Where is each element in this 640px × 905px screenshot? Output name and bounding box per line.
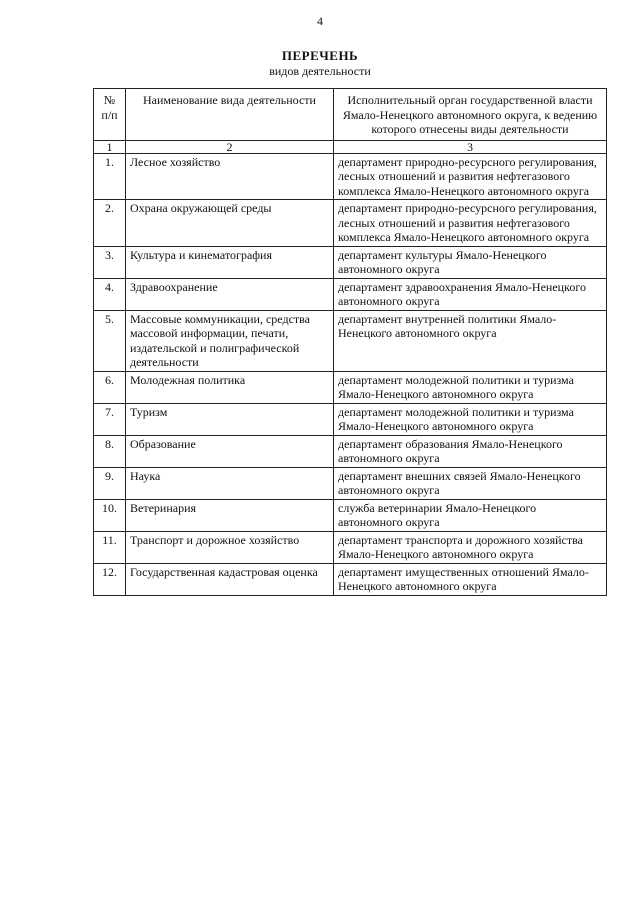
row-number: 11. — [94, 531, 126, 563]
authority-name: департамент внешних связей Ямало-Ненецкого автономного округа — [334, 467, 607, 499]
column-number-row — [94, 140, 607, 153]
column-number: 2 — [126, 140, 334, 153]
row-number: 5. — [94, 310, 126, 371]
authority-name: департамент транспорта и дорожного хозяйства Ямало-Ненецкого автономного округа — [334, 531, 607, 563]
table-row — [94, 246, 607, 278]
activity-name: Массовые коммуникации, средства массовой информации, печати, издательской и полиграфической деятельности — [126, 310, 334, 371]
activity-name: Государственная кадастровая оценка — [126, 563, 334, 595]
table-row — [94, 278, 607, 310]
page-number: 4 — [317, 14, 323, 28]
authority-name: департамент культуры Ямало-Ненецкого автономного округа — [334, 246, 607, 278]
table-row — [94, 200, 607, 247]
table-row — [94, 403, 607, 435]
row-number: 4. — [94, 278, 126, 310]
table-row — [94, 371, 607, 403]
activity-name: Здравоохранение — [126, 278, 334, 310]
authority-name: департамент имущественных отношений Ямало-Ненецкого автономного округа — [334, 563, 607, 595]
authority-name: департамент внутренней политики Ямало-Ненецкого автономного округа — [334, 310, 607, 371]
activity-name: Туризм — [126, 403, 334, 435]
authority-name: служба ветеринарии Ямало-Ненецкого автономного округа — [334, 499, 607, 531]
activity-name: Наука — [126, 467, 334, 499]
document-subtitle: видов деятельности — [269, 64, 371, 78]
table-row — [94, 563, 607, 595]
activity-name: Культура и кинематография — [126, 246, 334, 278]
authority-name: департамент здравоохранения Ямало-Ненецкого автономного округа — [334, 278, 607, 310]
activity-name: Молодежная политика — [126, 371, 334, 403]
authority-name: департамент природно-ресурсного регулирования, лесных отношений и развития нефтегазового комплекса Ямало-Ненецкого автономного округа — [334, 200, 607, 247]
table-row — [94, 531, 607, 563]
table-header-row — [94, 89, 607, 141]
authority-name: департамент образования Ямало-Ненецкого автономного округа — [334, 435, 607, 467]
column-number: 1 — [94, 140, 126, 153]
header-number: № п/п — [94, 89, 126, 141]
activity-name: Транспорт и дорожное хозяйство — [126, 531, 334, 563]
table-row — [94, 499, 607, 531]
row-number: 3. — [94, 246, 126, 278]
column-number: 3 — [334, 140, 607, 153]
header-authority: Исполнительный орган государственной власти Ямало-Ненецкого автономного округа, к ведению которого отнесены виды деятельности — [334, 89, 607, 141]
authority-name: департамент молодежной политики и туризма Ямало-Ненецкого автономного округа — [334, 403, 607, 435]
row-number: 8. — [94, 435, 126, 467]
row-number: 6. — [94, 371, 126, 403]
authority-name: департамент природно-ресурсного регулирования, лесных отношений и развития нефтегазового комплекса Ямало-Ненецкого автономного округа — [334, 153, 607, 200]
header-activity: Наименование вида деятельности — [126, 89, 334, 141]
row-number: 10. — [94, 499, 126, 531]
activity-name: Охрана окружающей среды — [126, 200, 334, 247]
document-title: ПЕРЕЧЕНЬ — [281, 48, 359, 63]
activity-name: Образование — [126, 435, 334, 467]
activities-table — [93, 88, 607, 596]
table-row — [94, 467, 607, 499]
row-number: 7. — [94, 403, 126, 435]
table-row — [94, 310, 607, 371]
activity-name: Лесное хозяйство — [126, 153, 334, 200]
table-row — [94, 435, 607, 467]
row-number: 2. — [94, 200, 126, 247]
row-number: 12. — [94, 563, 126, 595]
authority-name: департамент молодежной политики и туризма Ямало-Ненецкого автономного округа — [334, 371, 607, 403]
row-number: 1. — [94, 153, 126, 200]
activity-name: Ветеринария — [126, 499, 334, 531]
table-row — [94, 153, 607, 200]
row-number: 9. — [94, 467, 126, 499]
